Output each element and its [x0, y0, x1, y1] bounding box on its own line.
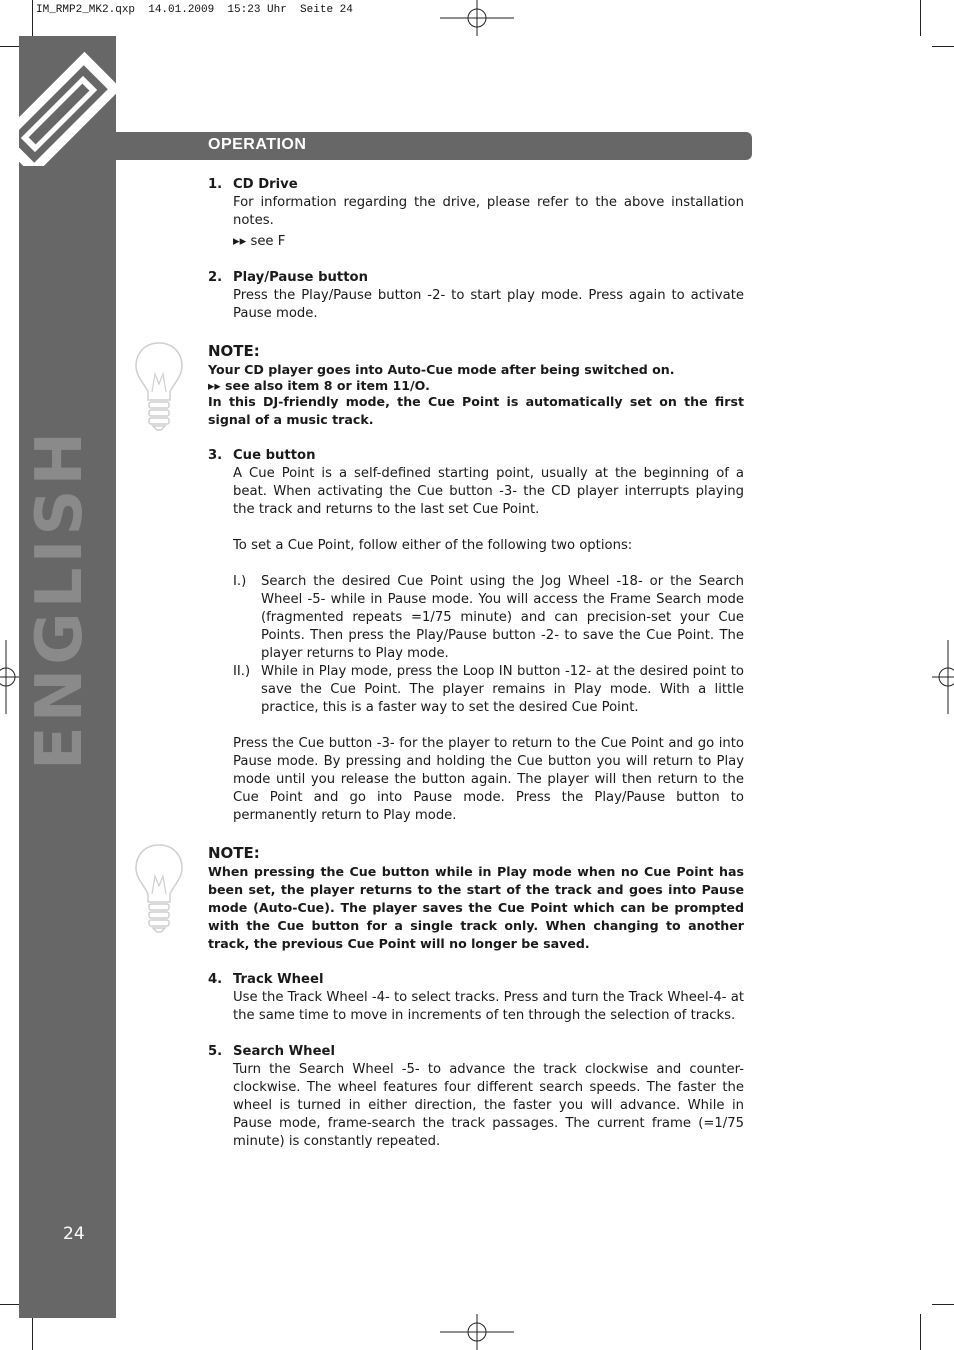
item-number: 5.: [208, 1044, 223, 1059]
item-search-wheel: [208, 1043, 744, 1151]
main-content: [208, 176, 744, 1151]
item-title: Play/Pause button: [233, 270, 368, 285]
lightbulb-icon: [133, 842, 185, 934]
crop-mark: [932, 1304, 954, 1305]
note-reference: ▸▸ see also item 8 or item 11/O.: [208, 378, 430, 393]
crop-mark: [32, 1314, 33, 1350]
item-text: Press the Cue button -3- for the player to return to the Cue Point and go into Pause mode. By pressing and holding the Cue button you will return to Play mode until you release the button again. The player will then return to the Cue Point and go into Pause mode. Press the Play/Pause button to permanently return to Play mode.: [233, 736, 744, 823]
item-text: A Cue Point is a self-defined starting point, usually at the beginning of a beat. When activating the Cue button -3- the CD player interrupts playing the track and returns to the last set Cue Point.: [233, 466, 744, 517]
item-number: 3.: [208, 448, 223, 463]
item-text: To set a Cue Point, follow either of the following two options:: [233, 538, 633, 553]
option-item: [233, 573, 744, 663]
item-title: Search Wheel: [233, 1044, 335, 1059]
option-number: I.): [233, 574, 247, 589]
double-arrow-icon: ▸▸: [208, 378, 221, 393]
item-track-wheel: [208, 971, 744, 1025]
option-text: While in Play mode, press the Loop IN button -12- at the desired point to save the Cue Point. The player remains in Play mode. With a little practice, this is a faster way to set the desired Cue Point.: [261, 664, 744, 715]
item-cue-button: [208, 447, 744, 825]
double-arrow-icon: ▸▸: [233, 234, 247, 249]
item-text: Use the Track Wheel -4- to select tracks. Press and turn the Track Wheel-4- at the same time to move in increments of ten through the selection of tracks.: [233, 990, 744, 1023]
crop-mark: [920, 0, 921, 36]
print-header: IM_RMP2_MK2.qxp 14.01.2009 15:23 Uhr Seite 24: [36, 4, 353, 16]
language-label: [10, 630, 110, 770]
crop-mark: [32, 0, 33, 36]
registration-mark: [440, 0, 514, 36]
note-heading: NOTE:: [208, 342, 260, 360]
note-heading: NOTE:: [208, 844, 260, 862]
note-text: When pressing the Cue button while in Play mode when no Cue Point has been set, the player returns to the start of the track and goes into Pause mode (Auto-Cue). The player saves the Cue Point which can be prompted with the Cue button for a single track only. When changing to another track, the previous Cue Point will no longer be saved.: [208, 864, 744, 951]
item-text: For information regarding the drive, please refer to the above installation notes.: [233, 195, 744, 228]
item-text: Turn the Search Wheel -5- to advance the track clockwise and counter-clockwise. The wheel features four different search speeds. The faster the wheel is turned in either direction, the faster you will advance. While in Pause mode, frame-search the track passages. The current frame (=1/75 minute) is constantly repeated.: [233, 1062, 744, 1149]
registration-mark: [440, 1314, 514, 1350]
item-number: 1.: [208, 177, 223, 192]
item-title: CD Drive: [233, 177, 298, 192]
note-text: Your CD player goes into Auto-Cue mode after being switched on.: [208, 362, 675, 377]
item-cd-drive: [208, 176, 744, 251]
lightbulb-icon: [133, 340, 185, 432]
registration-mark: [932, 640, 954, 714]
reference: [233, 233, 744, 251]
note-cue-point: [208, 843, 744, 953]
crop-mark: [932, 46, 954, 47]
crop-mark: [920, 1314, 921, 1350]
note-text: In this DJ-friendly mode, the Cue Point is automatically set on the first signal of a music track.: [208, 394, 744, 427]
item-number: 4.: [208, 972, 223, 987]
item-number: 2.: [208, 270, 223, 285]
brand-logo-icon: [19, 36, 116, 166]
option-item: [233, 663, 744, 717]
item-text: Press the Play/Pause button -2- to start play mode. Press again to activate Pause mode.: [233, 288, 744, 321]
page-number: 24: [63, 1224, 85, 1244]
option-number: II.): [233, 664, 251, 679]
item-title: Track Wheel: [233, 972, 324, 987]
section-title: OPERATION: [208, 136, 307, 153]
note-auto-cue: [208, 341, 744, 429]
reference-text: see F: [250, 234, 286, 249]
option-text: Search the desired Cue Point using the Jog Wheel -18- or the Search Wheel -5- while in Pause mode. You will access the Frame Search mode (fragmented repeats =1/75 minute) and can precision-set your Cue Points. Then press the Play/Pause button -2- to save the Cue Point. The player returns to Play mode.: [261, 574, 744, 661]
item-title: Cue button: [233, 448, 316, 463]
item-play-pause: [208, 269, 744, 323]
